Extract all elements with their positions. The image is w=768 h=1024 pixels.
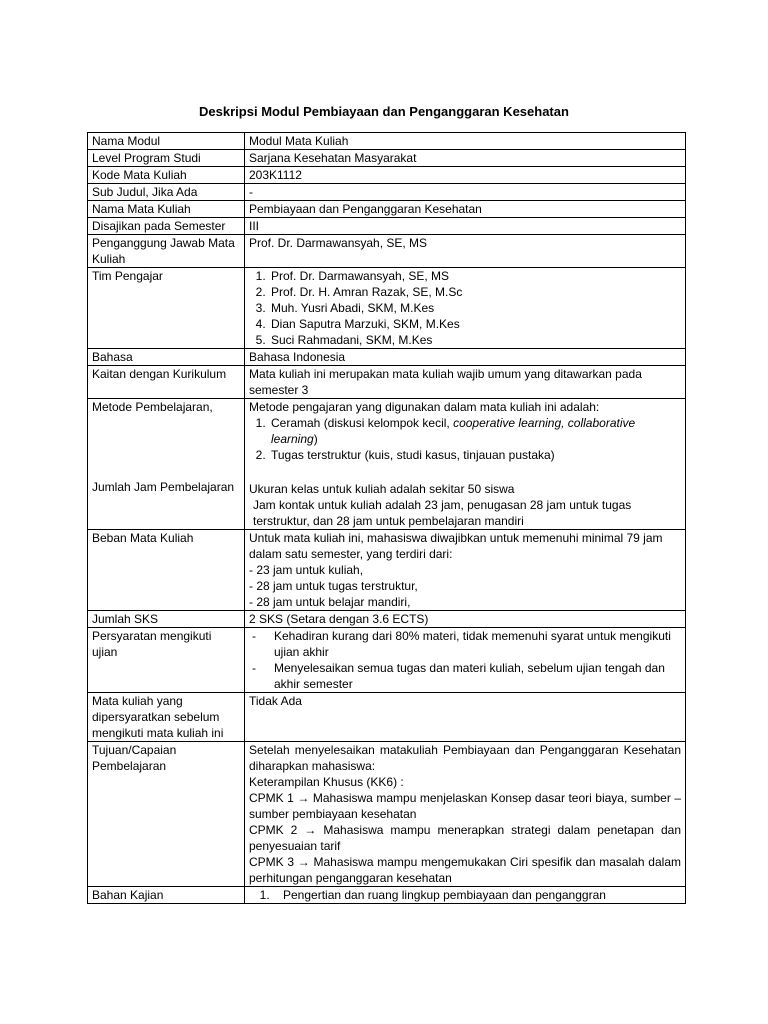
row-label: Sub Judul, Jika Ada [88, 184, 245, 201]
row-label: Bahasa [88, 349, 245, 366]
row-value: Tidak Ada [245, 693, 686, 742]
row-label: Beban Mata Kuliah [88, 530, 245, 611]
row-value: - [245, 184, 686, 201]
list-item: - Menyelesaikan semua tugas dan materi kuliah, sebelum ujian tengah dan akhir semester [249, 660, 681, 692]
method-item-text: Ceramah (diskusi kelompok kecil, [271, 416, 454, 430]
contact-hours-text: Jam kontak untuk kuliah adalah 23 jam, penugasan 28 jam untuk tugas terstruktur, dan 28 jam untuk pembelajaran mandiri [253, 498, 632, 528]
row-value: Pembiayaan dan Penganggaran Kesehatan [245, 201, 686, 218]
row-label: Bahan Kajian [88, 887, 245, 904]
table-row [88, 399, 686, 530]
lecturer-list [249, 268, 681, 348]
table-row [88, 628, 686, 693]
list-item: 2. Tugas terstruktur (kuis, studi kasus, tinjauan pustaka) [269, 447, 681, 463]
row-label: Disajikan pada Semester [88, 218, 245, 235]
table-row [88, 530, 686, 611]
table-row [88, 349, 686, 366]
table-row [88, 611, 686, 628]
workload-line: - 23 jam untuk kuliah, [249, 563, 364, 577]
row-label: Mata kuliah yang dipersyaratkan sebelum mengikuti mata kuliah ini [88, 693, 245, 742]
row-value: Bahasa Indonesia [245, 349, 686, 366]
list-item: 5. Suci Rahmadani, SKM, M.Kes [269, 332, 681, 348]
study-material-list [249, 887, 681, 903]
row-value: III [245, 218, 686, 235]
row-label: Tujuan/Capaian Pembelajaran [88, 742, 245, 887]
workload-line: - 28 jam untuk tugas terstruktur, [249, 579, 418, 593]
workload-text: Untuk mata kuliah ini, mahasiswa diwajibkan untuk memenuhi minimal 79 jam dalam satu semester, yang terdiri dari: [249, 531, 663, 561]
module-description-table [87, 132, 686, 904]
row-value: Sarjana Kesehatan Masyarakat [245, 150, 686, 167]
row-value: Modul Mata Kuliah [245, 133, 686, 150]
row-value: Prof. Dr. Darmawansyah, SE, MS [245, 235, 686, 268]
objective-cpmk: CPMK 2 → Mahasiswa mampu menerapkan strategi dalam penetapan dan penyesuaian tarif [249, 823, 681, 853]
row-value [245, 887, 686, 904]
row-value: Mata kuliah ini merupakan mata kuliah wajib umum yang ditawarkan pada semester 3 [245, 366, 686, 399]
row-label-jumlah-jam: Jumlah Jam Pembelajaran [92, 480, 235, 494]
objective-cpmk: CPMK 3 → Mahasiswa mampu mengemukakan Ciri spesifik dan masalah dalam perhitungan penganggaran kesehatan [249, 855, 681, 885]
list-item [269, 415, 681, 447]
row-value: 2 SKS (Setara dengan 3.6 ECTS) [245, 611, 686, 628]
list-item: 1. Prof. Dr. Darmawansyah, SE, MS [269, 268, 681, 284]
row-label: Nama Modul [88, 133, 245, 150]
table-row [88, 742, 686, 887]
table-row [88, 366, 686, 399]
table-row [88, 184, 686, 201]
row-value [245, 268, 686, 349]
table-row [88, 268, 686, 349]
table-row [88, 693, 686, 742]
table-row [88, 150, 686, 167]
table-row [88, 167, 686, 184]
row-label [88, 399, 245, 530]
row-label: Persyaratan mengikuti ujian [88, 628, 245, 693]
row-label: Level Program Studi [88, 150, 245, 167]
row-label-metode: Metode Pembelajaran, [92, 400, 213, 414]
row-value [245, 742, 686, 887]
method-list [249, 415, 681, 463]
table-row [88, 218, 686, 235]
objective-cpmk: CPMK 1 → Mahasiswa mampu menjelaskan Konsep dasar teori biaya, sumber – sumber pembiayaan kesehatan [249, 791, 681, 821]
requirements-list [249, 628, 681, 692]
table-row [88, 887, 686, 904]
list-item: - Kehadiran kurang dari 80% materi, tidak memenuhi syarat untuk mengikuti ujian akhir [249, 628, 681, 660]
row-value [245, 399, 686, 530]
objective-intro: Setelah menyelesaikan matakuliah Pembiayaan dan Penganggaran Kesehatan diharapkan mahasiswa: [249, 743, 681, 773]
list-item: 4. Dian Saputra Marzuki, SKM, M.Kes [269, 316, 681, 332]
table-row [88, 201, 686, 218]
workload-line: - 28 jam untuk belajar mandiri, [249, 595, 411, 609]
method-item-close: ) [313, 432, 318, 446]
row-value [245, 530, 686, 611]
document-title: Deskripsi Modul Pembiayaan dan Penganggaran Kesehatan [199, 104, 569, 119]
row-value: 203K1112 [245, 167, 686, 184]
table-row [88, 133, 686, 150]
objective-skill: Keterampilan Khusus (KK6) : [249, 775, 404, 789]
list-item: 2. Prof. Dr. H. Amran Razak, SE, M.Sc [269, 284, 681, 300]
row-value [245, 628, 686, 693]
list-item: 1. Pengertian dan ruang lingkup pembiayaan dan penganggran [273, 887, 681, 903]
row-label: Nama Mata Kuliah [88, 201, 245, 218]
row-label: Penganggung Jawab Mata Kuliah [88, 235, 245, 268]
row-label: Tim Pengajar [88, 268, 245, 349]
row-label: Kaitan dengan Kurikulum [88, 366, 245, 399]
table-row [88, 235, 686, 268]
method-item-italic: cooperative learning, collaborative learning [271, 416, 636, 446]
row-label: Kode Mata Kuliah [88, 167, 245, 184]
method-intro: Metode pengajaran yang digunakan dalam mata kuliah ini adalah: [249, 400, 600, 414]
class-size-text: Ukuran kelas untuk kuliah adalah sekitar 50 siswa [249, 482, 515, 496]
row-label: Jumlah SKS [88, 611, 245, 628]
list-item: 3. Muh. Yusri Abadi, SKM, M.Kes [269, 300, 681, 316]
